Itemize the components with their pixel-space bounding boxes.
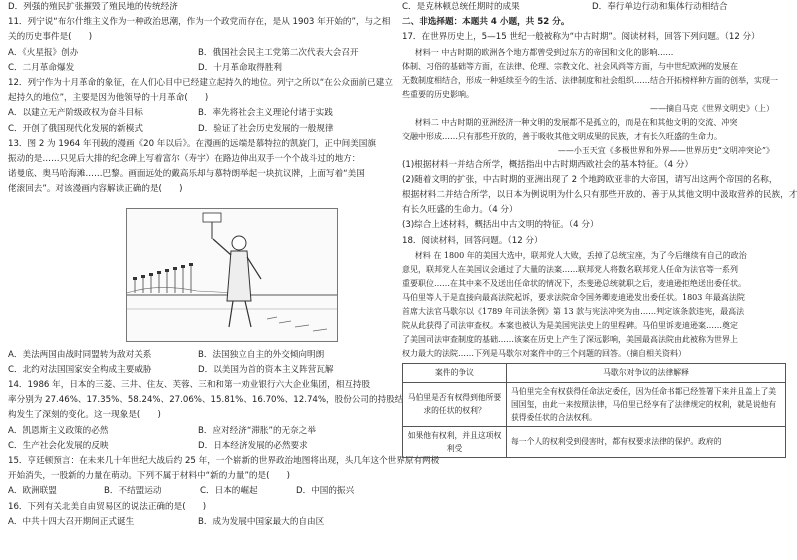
q17-subquestion: 有长久旺盛的生命力。（4 分） xyxy=(402,205,518,216)
q11-stem-line: 关的历史事件是( ) xyxy=(8,32,93,43)
q13-stem-line: 振动的是……只见后大排的纪念碑上写着富尔（寿宇）在路边伸出双手一个个战斗过的地方： xyxy=(8,154,361,165)
q17-subquestion: (3)综合上述材料，概括出中古文明的特征。（4 分） xyxy=(402,220,599,231)
q13-option-a[interactable]: A．美法两国由战时同盟转为敌对关系 xyxy=(8,349,152,360)
q16-stem-line: 16．下列有关北美自由贸易区的说法正确的是( ) xyxy=(8,501,207,512)
material-line: 些重要的历史影响。 xyxy=(402,89,474,99)
q11-stem-line: 11．列宁说“布尔什维主义作为一种政治思潮，作为一个政党而存在，是从 1903 年开始的”，与之相 xyxy=(8,17,391,28)
material-line: 体制、习俗的基础等方面，在法律、伦理、宗教文化、社会风尚等方面，与中世纪欧洲的发展在 xyxy=(402,61,738,71)
q16-option-a[interactable]: A．中共十四大召开期间正式诞生 xyxy=(8,516,135,527)
q18-material xyxy=(402,249,786,361)
table-header: 案件的争议 xyxy=(403,363,507,382)
cartoon-image xyxy=(126,208,338,342)
q17-subquestion: 根据材料二并结合所学，以日本为例说明为什么只有那些开放的、善于从其他文明中汲取营养的民族，才 xyxy=(402,190,797,201)
question-13 xyxy=(8,137,392,378)
q14-stem-line: 14．1986 年，日本的三菱、三井、住友、芙蓉、三和和第一劝业银行六大企业集团，相互持股 xyxy=(8,380,371,391)
table-header: 马歇尔对争议的法律解释 xyxy=(507,363,786,382)
q15-stem-line: 15．亨廷顿预言：在未来几十年世纪大战后约 25 年，一个崭新的世界政治地图将出现，头几年这个世界原有两极 xyxy=(8,456,440,467)
q14-option-a[interactable]: A．凯恩斯主义政策的必然 xyxy=(8,425,109,436)
question-14 xyxy=(8,378,404,454)
q17-subquestion: (1)根据材料一并结合所学，概括指出中古时期西欧社会的基本特征。（4 分） xyxy=(402,159,694,170)
q12-option-a[interactable]: A．以建立无产阶级政权为奋斗目标 xyxy=(8,108,143,119)
q15-option-c[interactable]: C．日本的崛起 xyxy=(200,486,258,497)
q14-option-d[interactable]: D．日本经济发展的必然要求 xyxy=(198,440,308,451)
material-line: 首席大法官马歇尔以《1789 年司法条例》第 13 款与宪法冲突为由……判定该条款违宪，最高法 xyxy=(402,306,745,316)
material-line: 院从此获得了司法审查权。本案也被认为是美国宪法史上的里程碑。马伯里诉麦迪逊案……奠定 xyxy=(402,320,738,330)
q17-material-1 xyxy=(402,46,786,116)
q17-subquestion: (2)随着文明的扩张，中古时期的亚洲出现了 2 个地跨欧亚非的大帝国，请写出这两个帝国的名称， xyxy=(402,174,778,185)
q14-option-c[interactable]: C．生产社会化发展的反映 xyxy=(8,440,109,451)
q14-option-b[interactable]: B．应对经济“滞胀”的无奈之举 xyxy=(198,425,316,436)
q12-option-c[interactable]: C．开创了俄国现代化发展的新模式 xyxy=(8,123,143,134)
material-line: 无数制度相结合，形成一种延续至今的生活、法律制度和社会组织……结合开拓榜样种方面的创举，实现一 xyxy=(402,75,778,85)
q13-stem-line: 诺曼底、奥马哈海滩……巴黎。画面远处的戴高乐却与慕特朗举起一块抗议牌，上面写着“美国 xyxy=(8,169,365,180)
q14-stem-line: 率分别为 27.46%、17.35%、58.24%、27.06%、15.81%、16.70%、12.74%，股份公司的持股结 xyxy=(8,395,404,406)
table-row xyxy=(403,382,786,426)
q11-option-b[interactable]: B．俄国社会民主工党第二次代表大会召开 xyxy=(198,47,359,58)
table-header-row xyxy=(403,363,786,382)
material-line: 马伯里等人于是直接向最高法院起诉，要求法院命令国务卿麦迪逊发出委任状。1803 年最高法院 xyxy=(402,292,745,302)
table-row xyxy=(403,426,786,457)
table-cell: 如果他有权利，并且这项权利受 xyxy=(403,426,507,457)
question-15 xyxy=(8,454,440,500)
table-cell: 马伯里是否有权得到他所要求的任状的权利？ xyxy=(403,382,507,426)
material-source: ——小玉天宜《多极世界和外界——世界历史“文明冲突论”》 xyxy=(557,145,774,155)
q12-option-d[interactable]: D．验证了社会历史发展的一般规律 xyxy=(198,123,334,134)
q11-option-c[interactable]: C．二月革命爆发 xyxy=(8,62,75,73)
q15-option-b[interactable]: B．不结盟运动 xyxy=(104,486,162,497)
q16-option-c[interactable]: C．是克林顿总统任期时的成果 xyxy=(402,2,520,12)
q11-option-a[interactable]: A．《火星报》创办 xyxy=(8,47,79,58)
q12-stem-line: 起持久的地位”，主要是因为他领导的十月革命( ) xyxy=(8,93,209,104)
q16-option-d[interactable]: D．奉行单边行动和集体行动相结合 xyxy=(592,2,728,12)
case-table xyxy=(402,363,786,458)
cartoon-drawing xyxy=(127,209,337,341)
q17-stem: 17．在世界历史上，5—15 世纪一般被称为“中古时期”。阅读材料，回答下列问题。（12 分） xyxy=(402,32,760,43)
q18-stem: 18．阅读材料，回答问题。（12 分） xyxy=(402,235,543,246)
table-cell: 每一个人的权利受到侵害时，都有权要求法律的保护。政府的 xyxy=(507,426,786,457)
question-12 xyxy=(8,76,392,137)
material-line: 材料二 中古时期的亚洲经济一种文明的发展都不是孤立的，而是在和其他文明的交流、冲突 xyxy=(414,117,738,127)
q15-stem-line: 开始消失，一股新的力量在萌动。下列不属于材料中“新的力量”的是( ) xyxy=(8,471,291,482)
q17-material-2 xyxy=(402,116,786,158)
material-line: 交融中形成……只有那些开放的，善于吸收其他文明成果的民族，才有长久旺盛的生命力。 xyxy=(402,131,722,141)
material-line: 材料一 中古时期的欧洲各个地方都曾受到过东方的帝国和文化的影响…… xyxy=(414,47,674,57)
q10-option-d: D．列强的殖民扩张摧毁了殖民地的传统经济 xyxy=(8,2,178,12)
material-source: ——摘自马克《世界文明史》（上） xyxy=(650,103,774,113)
q13-option-b[interactable]: B．法国独立自主的外交倾向明朗 xyxy=(198,349,325,360)
question-16 xyxy=(8,500,392,530)
material-line: 材料 在 1800 年的美国大选中，联邦党人大败，丢掉了总统宝座，为了今后继续有自己的政治 xyxy=(414,250,747,260)
q14-stem-line: 构发生了深刻的变化。这一现象是( ) xyxy=(8,410,161,421)
q13-option-c[interactable]: C．北约对法国国家安全构成主要威胁 xyxy=(8,364,152,375)
q13-option-d[interactable]: D．以美国为首的资本主义阵营瓦解 xyxy=(198,364,334,375)
material-line: 了美国司法审查制度的基础……该案在历史上产生了深远影响，美国最高法院由此被称为世界上 xyxy=(402,334,738,344)
q13-stem-line: 13．图 2 为 1964 年刊载的漫画《20 年以后》。在漫画的远端是慕特拉的凯旋门，正中间美国旗 xyxy=(8,138,376,149)
q12-option-b[interactable]: B．率先将社会主义理论付诸于实践 xyxy=(198,108,333,119)
q13-stem-line: 佬滚回去”。对该漫画内容解读正确的是( ) xyxy=(8,184,183,195)
material-line: 权力最大的法院……下列是马歇尔对案件中的三个问题的回答。（摘自相关资料） xyxy=(402,348,686,358)
q11-option-d[interactable]: D．十月革命取得胜利 xyxy=(198,62,282,73)
section-heading: 二、非选择题：本题共 4 小题，共 52 分。 xyxy=(402,17,570,28)
material-line: 意见，联邦党人在美国议会通过了大量的法案……联邦党人将数名联邦党人任命为法官等一系列 xyxy=(402,264,738,274)
question-18 xyxy=(402,234,786,458)
question-11 xyxy=(8,15,392,76)
material-line: 重要职位……在其中来不及送出任命状的情况下，杰斐逊总统就职之后，麦迪逊拒绝送出委任状。 xyxy=(402,278,746,288)
q16-option-b[interactable]: B．成为发展中国家最大的自由区 xyxy=(198,516,325,527)
q15-option-a[interactable]: A．欧洲联盟 xyxy=(8,486,57,497)
q12-stem-line: 12．列宁作为十月革命的象征，在人们心目中已经建立起持久的地位。列宁之所以“在公众面前已建立 xyxy=(8,78,393,89)
question-17 xyxy=(402,30,797,233)
q15-option-d[interactable]: D．中国的振兴 xyxy=(296,486,355,497)
right-column xyxy=(402,0,797,458)
table-cell: 马伯里完全有权获得任命法定委任，因为任命书都已经签署下来并且盖上了美国国玺，由此一来按照法律，马伯里已经享有了法律规定的权利，就是说他有获得委任状的合法权利。 xyxy=(507,382,786,426)
